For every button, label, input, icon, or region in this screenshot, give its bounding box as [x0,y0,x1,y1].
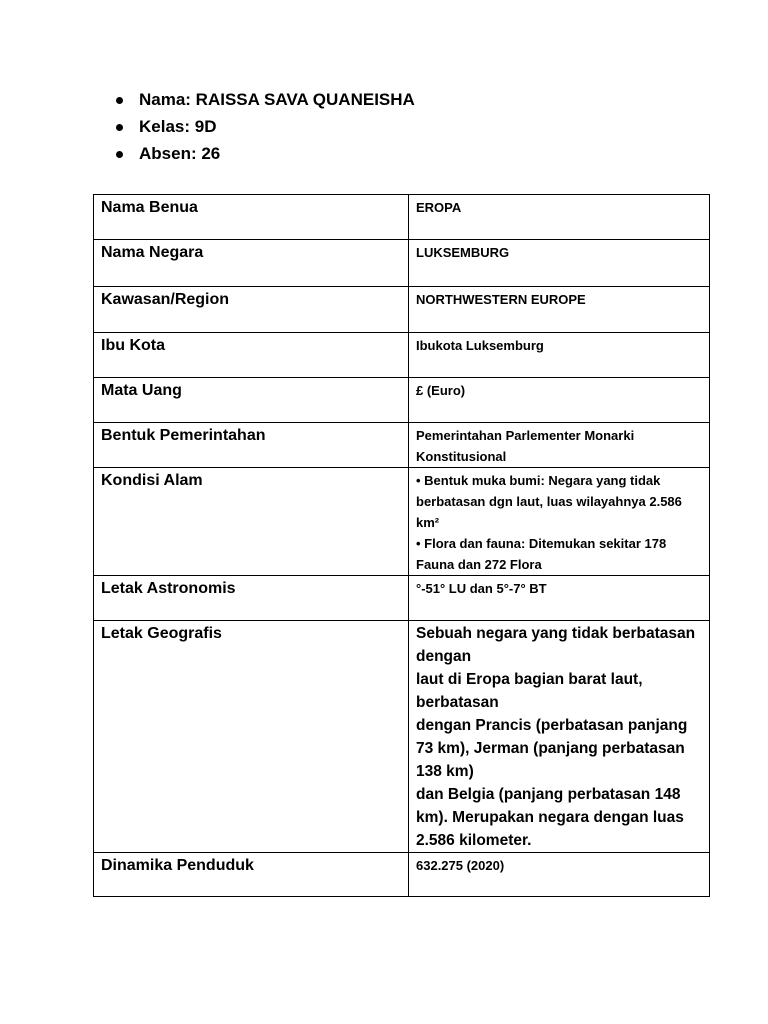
row-value: £ (Euro) [409,378,710,423]
country-info-table [93,194,710,897]
bullet-icon [116,151,123,158]
student-absen-item [114,140,415,167]
row-label: Nama Benua [94,195,409,240]
row-value: NORTHWESTERN EUROPE [409,287,710,333]
bullet-icon [116,124,123,131]
student-name-item [114,86,415,113]
student-name: Nama: RAISSA SAVA QUANEISHA [139,90,415,109]
table-row [94,333,710,378]
row-value: LUKSEMBURG [409,240,710,287]
row-label: Dinamika Penduduk [94,853,409,897]
table-row [94,423,710,468]
letak-geografis-line: laut di Eropa bagian barat laut, berbatasan [416,671,643,711]
row-value [409,621,710,853]
letak-geografis-line: dan Belgia (panjang perbatasan 148 km). Merupakan negara dengan luas 2.586 kilometer. [416,786,684,849]
row-label: Bentuk Pemerintahan [94,423,409,468]
row-label: Ibu Kota [94,333,409,378]
letak-geografis-line: dengan Prancis (perbatasan panjang 73 km), Jerman (panjang perbatasan 138 km) [416,717,688,780]
row-value [409,468,710,576]
row-label: Kondisi Alam [94,468,409,576]
bullet-icon [116,97,123,104]
kondisi-alam-line: • Bentuk muka bumi: Negara yang tidak berbatasan dgn laut, luas wilayahnya 2.586 km² [416,473,682,530]
student-class-item [114,113,415,140]
student-info-list [114,86,415,167]
student-absen: Absen: 26 [139,144,221,163]
letak-geografis-line: Sebuah negara yang tidak berbatasan dengan [416,625,696,665]
table-row [94,576,710,621]
student-class: Kelas: 9D [139,117,217,136]
table-row [94,853,710,897]
row-value: °-51° LU dan 5°-7° BT [409,576,710,621]
row-value: Ibukota Luksemburg [409,333,710,378]
row-value: EROPA [409,195,710,240]
row-label: Letak Astronomis [94,576,409,621]
table-row [94,621,710,853]
row-value: Pemerintahan Parlementer Monarki Konstitusional [409,423,710,468]
table-row [94,468,710,576]
row-value: 632.275 (2020) [409,853,710,897]
row-label: Nama Negara [94,240,409,287]
row-label: Kawasan/Region [94,287,409,333]
row-label: Letak Geografis [94,621,409,853]
kondisi-alam-line: • Flora dan fauna: Ditemukan sekitar 178 Fauna dan 272 Flora [416,536,667,572]
row-label: Mata Uang [94,378,409,423]
table-row [94,378,710,423]
table-row [94,195,710,240]
table-row [94,287,710,333]
table-row [94,240,710,287]
